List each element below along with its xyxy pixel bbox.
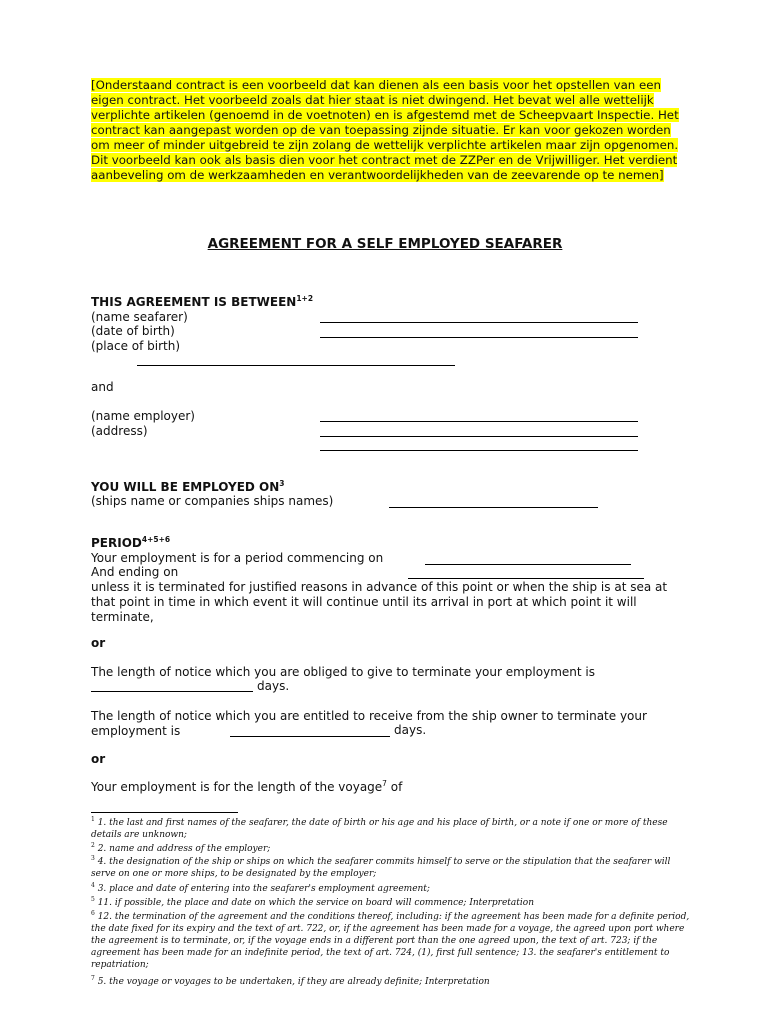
- footnote-7: [91, 976, 691, 988]
- footnote-6-marker: 6: [91, 910, 95, 917]
- employed-on-ref: 3: [279, 479, 285, 488]
- footnote-4-marker: 4: [91, 882, 95, 889]
- and-text: and: [91, 380, 114, 394]
- voyage-of: of: [390, 780, 403, 794]
- footnote-separator: [91, 812, 238, 813]
- footnote-4-text: 3. place and date of entering into the seafarer's employment agreement;: [97, 884, 430, 894]
- commencing-text: Your employment is for a period commencing on: [91, 551, 384, 565]
- footnote-3-text: 4. the designation of the ship or ships on which the seafarer commits himself to serve or the stipulation that the seafarer will serve on one or more ships, to be designated by the employer;: [91, 857, 671, 879]
- period-heading-text: PERIOD: [91, 536, 142, 550]
- notice-receive-days-field[interactable]: [230, 736, 390, 737]
- voyage-ref: 7: [382, 779, 387, 788]
- footnote-2-text: 2. name and address of the employer;: [97, 844, 271, 854]
- footnote-2: [91, 843, 691, 855]
- footnote-3-marker: 3: [91, 855, 95, 862]
- date-of-birth-field[interactable]: [320, 337, 638, 338]
- or-text-1: or: [91, 636, 106, 650]
- footnote-7-text: 5. the voyage or voyages to be undertaken, if they are already definite; Interpretation: [97, 977, 490, 987]
- document-title: AGREEMENT FOR A SELF EMPLOYED SEAFARER: [207, 236, 563, 252]
- footnote-1: [91, 817, 691, 841]
- days-text-1: days.: [257, 679, 290, 693]
- ships-name-field[interactable]: [389, 507, 598, 508]
- address-label: (address): [91, 424, 148, 438]
- name-employer-label: (name employer): [91, 409, 195, 423]
- parties-heading: [91, 295, 313, 310]
- footnote-1-text: 1. the last and first names of the seafarer, the date of birth or his age and his place of birth, or a note if one or more of these details are unknown;: [91, 818, 668, 840]
- notice-give-days-field[interactable]: [91, 691, 253, 692]
- ships-name-label: (ships name or companies ships names): [91, 494, 334, 508]
- notice-receive-label: The length of notice which you are entitled to receive from the ship owner to terminate your employment is: [91, 709, 647, 738]
- address-field-1[interactable]: [320, 436, 638, 437]
- footnote-6: [91, 911, 691, 971]
- or-text-2: or: [91, 752, 106, 766]
- ending-text: And ending on: [91, 565, 179, 579]
- name-seafarer-field[interactable]: [320, 322, 638, 323]
- employed-on-heading: [91, 480, 285, 495]
- address-field-2[interactable]: [320, 450, 638, 451]
- voyage-label: Your employment is for the length of the voyage: [91, 780, 383, 794]
- days-text-2: days.: [394, 723, 427, 737]
- footnote-7-marker: 7: [91, 975, 95, 982]
- footnote-3: [91, 856, 691, 880]
- place-of-birth-label: (place of birth): [91, 339, 181, 353]
- date-of-birth-label: (date of birth): [91, 324, 175, 338]
- footnote-2-marker: 2: [91, 842, 95, 849]
- voyage-text: [91, 780, 402, 795]
- footnote-4: [91, 883, 691, 895]
- period-refs: 4+5+6: [141, 535, 171, 544]
- intro-note: [91, 78, 679, 183]
- notice-give-text: The length of notice which you are obliged to give to terminate your employment is: [91, 665, 595, 679]
- employed-on-heading-text: YOU WILL BE EMPLOYED ON: [91, 480, 280, 494]
- footnote-5-text: 11. if possible, the place and date on which the service on board will commence; Interpretation: [97, 898, 535, 908]
- name-employer-field[interactable]: [320, 421, 638, 422]
- ending-field[interactable]: [408, 578, 644, 579]
- commencing-field[interactable]: [425, 564, 631, 565]
- intro-highlight: [Onderstaand contract is een voorbeeld dat kan dienen als een basis voor het opstellen van een eigen contract. Het voorbeeld zoals dat hier staat is niet dwingend. Het bevat wel alle wettelijk verplichte artikelen (genoemd in de voetnoten) en is afgestemd met de Scheepvaart Inspectie. Het contract kan aangepast worden op de van toepassing zijnde situatie. Er kan voor gekozen worden om meer of minder uitgebreid te zijn zolang de wettelijk verplichte artikelen maar zijn opgenomen. Dit voorbeeld kan ook als basis dien voor het contract met de ZZPer en de Vrijwilliger. Het verdient aanbeveling om de werkzaamheden en verantwoordelijkheden van de zeevarende op te nemen]: [91, 78, 679, 182]
- parties-heading-refs: 1+2: [296, 294, 314, 303]
- footnote-5: [91, 897, 691, 909]
- name-seafarer-label: (name seafarer): [91, 310, 188, 324]
- place-of-birth-field[interactable]: [137, 365, 455, 366]
- unless-text: unless it is terminated for justified reasons in advance of this point or when the ship is at sea at that point in time in which event it will continue until its arrival in port at which point it will terminate,: [91, 580, 668, 624]
- footnote-5-marker: 5: [91, 896, 95, 903]
- notice-receive-text: [91, 709, 671, 739]
- footnote-1-marker: 1: [91, 816, 95, 823]
- footnote-6-text: 12. the termination of the agreement and the conditions thereof, including: if the agreement has been made for a definite period, the date fixed for its expiry and the text of art. 722, or, if the agreement has been made for a voyage, the agreed upon port where the agreement is to terminate, or, if the voyage ends in a different port than the one agreed upon, the text of art. 723; if the agreement has been made for an indefinite period, the text of art. 724, (1), first full sentence; 13. the seafarer's entitlement to repatriation;: [91, 912, 690, 970]
- period-heading: [91, 536, 170, 551]
- parties-heading-text: THIS AGREEMENT IS BETWEEN: [91, 295, 297, 309]
